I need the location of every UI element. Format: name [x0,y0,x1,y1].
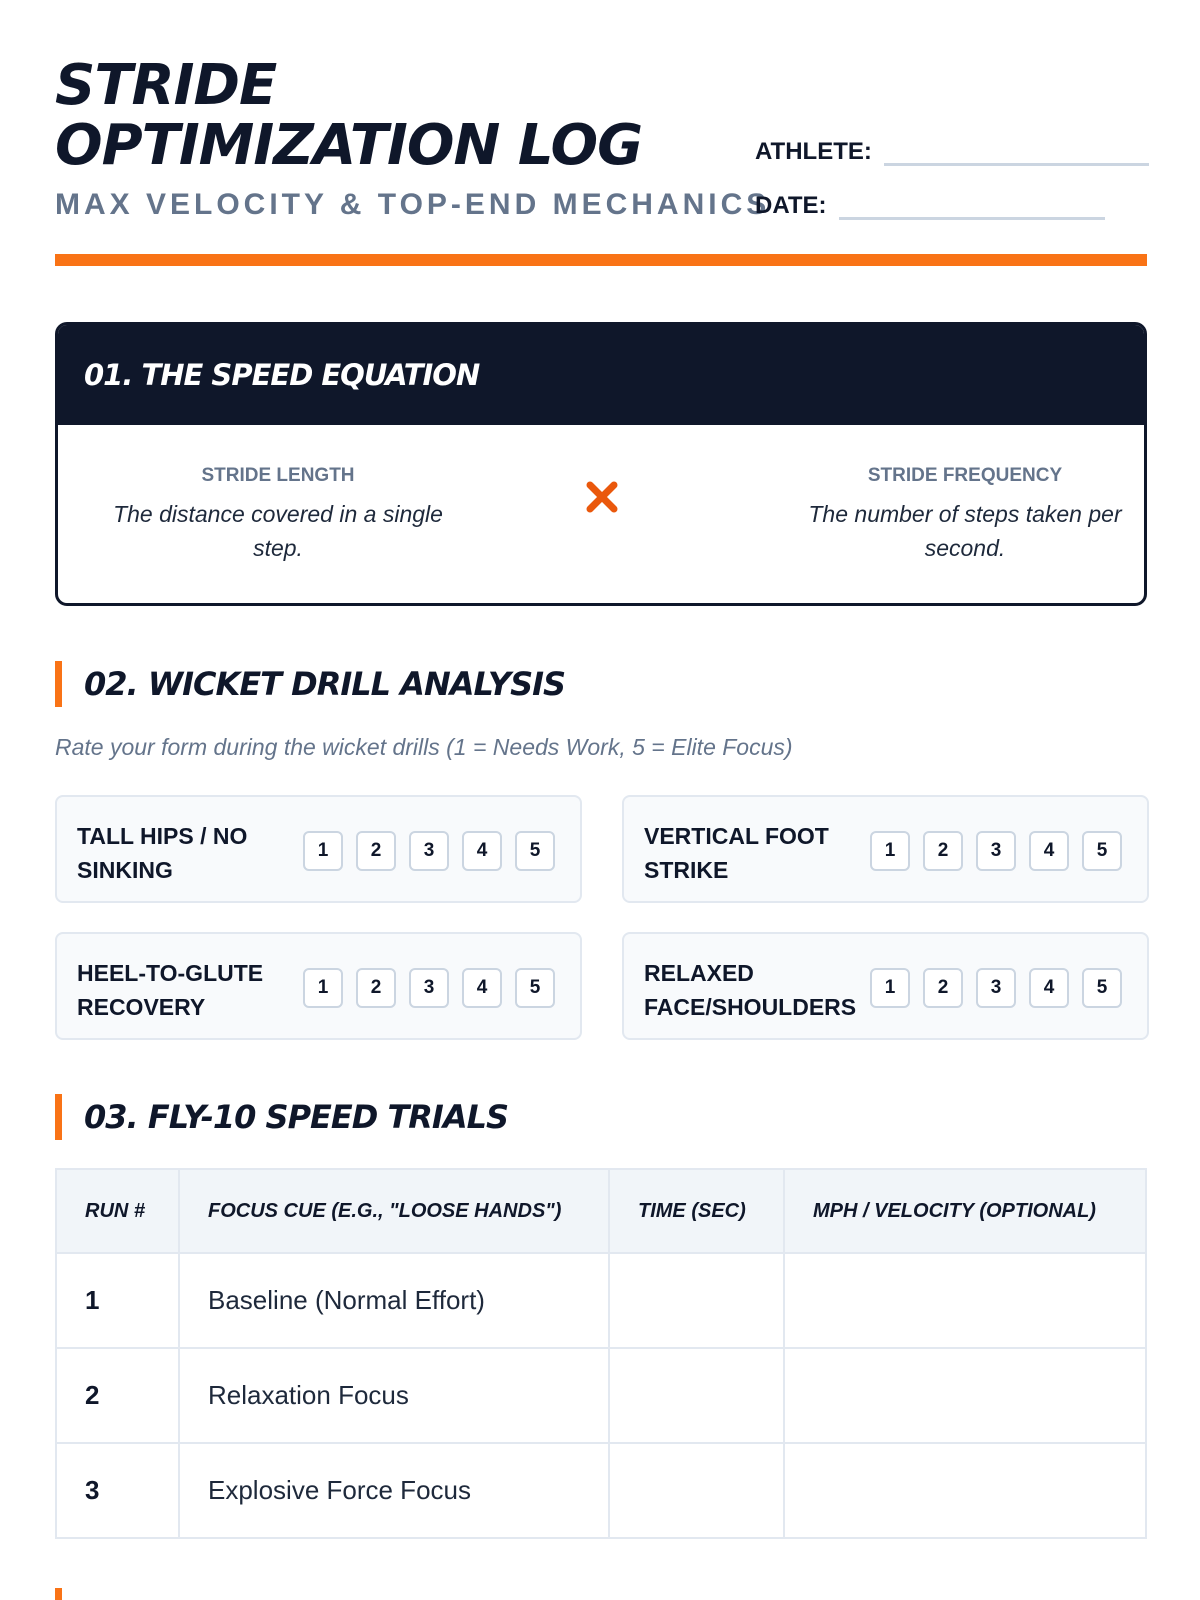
date-field[interactable] [755,192,1105,220]
rating-box-2[interactable]: 2 [923,968,963,1008]
rating-label: RELAXED FACE/SHOULDERS [644,960,857,1020]
focus-cue[interactable]: Baseline (Normal Effort) [179,1253,609,1348]
stride-frequency-block [795,465,1135,565]
header-divider [55,254,1147,266]
rating-scale [303,831,555,871]
rating-label: HEEL-TO-GLUTE RECOVERY [77,960,264,1020]
stride-length-desc: The distance covered in a single step. [113,501,443,561]
athlete-field[interactable] [755,138,1149,166]
column-header-focus-cue: FOCUS CUE (E.G., "LOOSE HANDS") [179,1169,609,1253]
trials-title-text: 03. FLY-10 SPEED TRIALS [84,1098,509,1136]
speed-equation-body [58,425,1144,606]
rating-box-1[interactable]: 1 [870,831,910,871]
rating-box-3[interactable]: 3 [409,831,449,871]
rating-box-5[interactable]: 5 [1082,968,1122,1008]
table-row [56,1348,1146,1443]
rating-card-heel-to-glute [55,932,582,1040]
wicket-section-title [55,661,565,707]
rating-box-3[interactable]: 3 [976,968,1016,1008]
athlete-input-line[interactable] [884,140,1149,166]
times-icon [582,477,622,517]
stride-frequency-desc: The number of steps taken per second. [808,501,1122,561]
stride-frequency-title: STRIDE FREQUENCY [867,465,1063,486]
rating-scale [870,831,1122,871]
next-section-accent [55,1588,84,1600]
rating-box-5[interactable]: 5 [515,831,555,871]
rating-box-5[interactable]: 5 [515,968,555,1008]
rating-box-4[interactable]: 4 [462,968,502,1008]
title-line-1: STRIDE [55,53,277,118]
table-row [56,1253,1146,1348]
trials-section-title [55,1094,508,1140]
date-label: DATE: [755,192,827,219]
rating-box-5[interactable]: 5 [1082,831,1122,871]
rating-box-1[interactable]: 1 [870,968,910,1008]
athlete-label: ATHLETE: [755,138,872,165]
mph-cell[interactable] [784,1443,1146,1538]
rating-box-1[interactable]: 1 [303,968,343,1008]
time-cell[interactable] [609,1443,784,1538]
mph-cell[interactable] [784,1253,1146,1348]
rating-box-3[interactable]: 3 [976,831,1016,871]
stride-length-title: STRIDE LENGTH [201,465,355,486]
rating-box-4[interactable]: 4 [1029,968,1069,1008]
time-cell[interactable] [609,1253,784,1348]
focus-cue[interactable]: Explosive Force Focus [179,1443,609,1538]
rating-label: VERTICAL FOOT STRIKE [644,823,829,883]
wicket-title-text: 02. WICKET DRILL ANALYSIS [84,665,566,703]
page-header [55,53,1147,272]
rating-box-3[interactable]: 3 [409,968,449,1008]
rating-instructions: Rate your form during the wicket drills (1 = Needs Work, 5 = Elite Focus) [55,734,793,760]
rating-box-4[interactable]: 4 [1029,831,1069,871]
title-line-2: OPTIMIZATION LOG [55,113,643,178]
table-row [56,1443,1146,1538]
rating-card-foot-strike [622,795,1149,903]
speed-equation-panel [55,322,1147,606]
rating-box-2[interactable]: 2 [923,831,963,871]
column-header-mph: MPH / VELOCITY (OPTIONAL) [784,1169,1146,1253]
mph-cell[interactable] [784,1348,1146,1443]
rating-label: TALL HIPS / NO SINKING [77,823,248,883]
rating-box-1[interactable]: 1 [303,831,343,871]
focus-cue[interactable]: Relaxation Focus [179,1348,609,1443]
column-header-time: TIME (SEC) [609,1169,784,1253]
rating-card-tall-hips [55,795,582,903]
run-number: 2 [56,1348,179,1443]
rating-box-2[interactable]: 2 [356,831,396,871]
speed-trials-table [55,1168,1147,1539]
stride-length-block [108,465,448,565]
rating-box-2[interactable]: 2 [356,968,396,1008]
speed-equation-title: 01. THE SPEED EQUATION [84,358,480,392]
rating-box-4[interactable]: 4 [462,831,502,871]
run-number: 3 [56,1443,179,1538]
time-cell[interactable] [609,1348,784,1443]
date-input-line[interactable] [839,194,1105,220]
rating-card-relaxed-face [622,932,1149,1040]
table-header-row [56,1169,1146,1253]
rating-scale [303,968,555,1008]
run-number: 1 [56,1253,179,1348]
column-header-run: RUN # [56,1169,179,1253]
speed-equation-header [58,325,1144,425]
page-subtitle: MAX VELOCITY & TOP-END MECHANICS [55,188,771,221]
rating-scale [870,968,1122,1008]
